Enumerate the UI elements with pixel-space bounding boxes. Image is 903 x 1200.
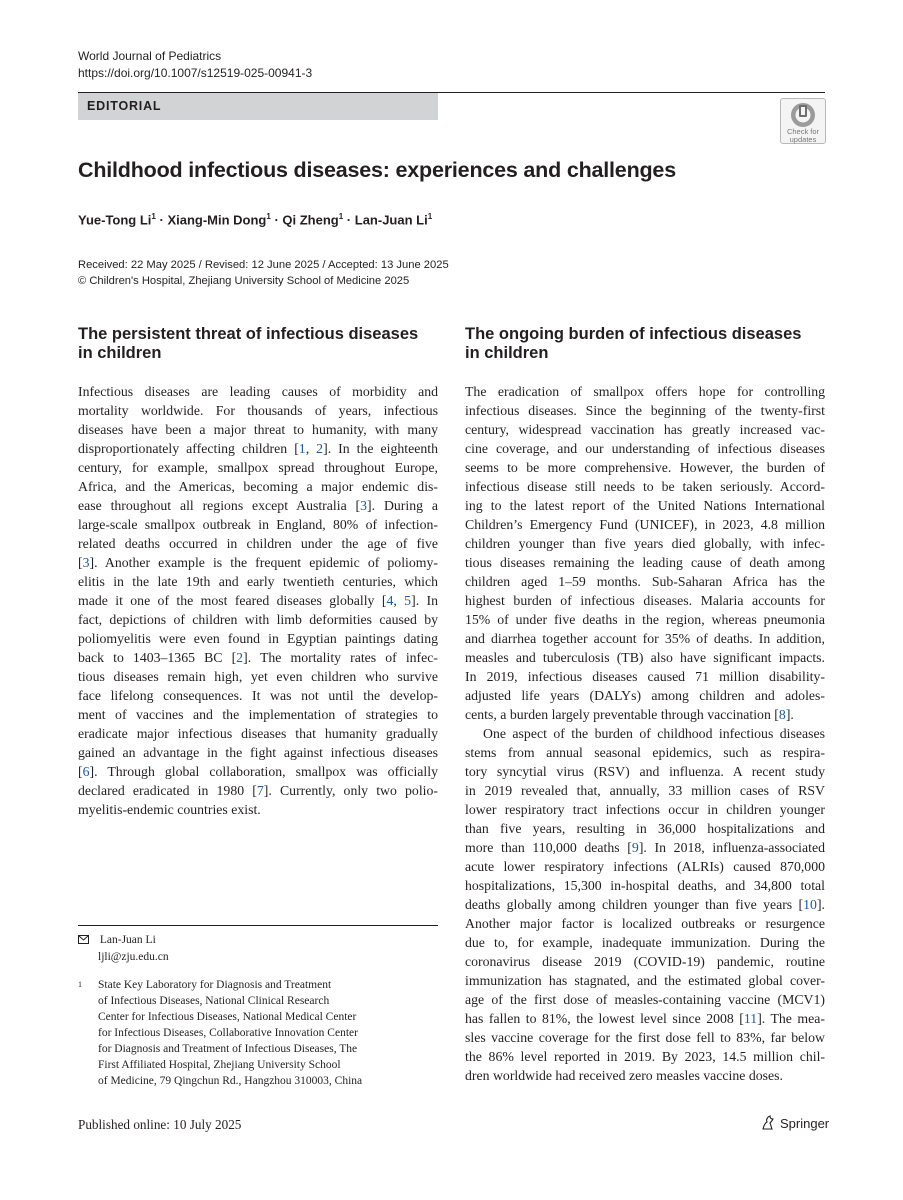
journal-name: World Journal of Pediatrics [78, 49, 222, 63]
article-dates [78, 257, 449, 289]
body-text-line: cents, a burden largely preventable through vaccination [8]. [465, 707, 794, 722]
citation-link[interactable]: 2 [236, 650, 244, 665]
body-text-line: tious diseases remaining the leading cause of death among [465, 555, 825, 570]
citation-link[interactable]: 8 [778, 707, 786, 722]
body-text-line: myelitis-endemic countries exist. [78, 802, 261, 817]
body-text-line: stems from annual seasonal epidemics, such as respira- [465, 745, 825, 760]
check-for-updates-badge[interactable] [780, 98, 826, 144]
author-affiliation-marker[interactable]: 1 [427, 212, 433, 221]
body-text-line: gained an advantage in the fight against infectious diseases [78, 745, 438, 760]
body-text-line: Infectious diseases are leading causes of morbidity and [78, 384, 438, 399]
citation-link[interactable]: 3 [82, 555, 90, 570]
body-text-line: immunization has stagnated, and the estimated global cover- [465, 973, 825, 988]
body-text-line: elitis in the late 19th and early twentieth centuries, which [78, 574, 438, 589]
author-affiliation-marker[interactable]: 1 [266, 212, 271, 221]
affiliation-line: State Key Laboratory for Diagnosis and Treatment [98, 979, 332, 991]
body-text-line: century, widespread vaccination has greatly increased vac- [465, 422, 825, 437]
body-text-line: Children’s Emergency Fund (UNICEF), in 2023, 4.8 million [465, 517, 825, 532]
correspondence [78, 932, 169, 965]
body-text-line: made it one of the most feared diseases globally [4, 5]. In [78, 593, 438, 608]
author-name[interactable]: Yue-Tong Li [78, 212, 152, 228]
body-text-line: tious diseases remain high, yet even children who survive [78, 669, 438, 684]
published-date: Published online: 10 July 2025 [78, 1117, 242, 1132]
body-text-line: One aspect of the burden of childhood infectious diseases [483, 726, 825, 741]
body-text-line: face lifelong consequences. It was not until the develop- [78, 688, 438, 703]
citation-link[interactable]: 9 [631, 840, 639, 855]
body-text-line: sles vaccine coverage for the first dose fell to 83%, far below [465, 1030, 825, 1045]
author-affiliation-marker[interactable]: 1 [338, 212, 344, 221]
body-text-line: related deaths occurred in children under the age of five [78, 536, 438, 551]
author-list [78, 212, 432, 227]
body-text-line: back to 1403–1365 BC [2]. The mortality rates of infec- [78, 650, 438, 665]
body-text-line: large-scale smallpox outbreak in England, 80% of infection- [78, 517, 438, 532]
body-text-line: disproportionately affecting children [1, 2]. In the eighteenth [78, 441, 438, 456]
right-section-heading [465, 325, 825, 363]
affiliation-line: Center for Infectious Diseases, National Medical Center [98, 1011, 357, 1023]
envelope-icon [78, 933, 91, 949]
springer-horse-icon [760, 1115, 776, 1131]
author-separator: · [343, 212, 355, 228]
body-text-line: fact, depictions of children with limb deformities caused by [78, 612, 438, 627]
corresponding-email[interactable]: ljli@zju.edu.cn [98, 951, 169, 963]
body-text-line: cine coverage, and our understanding of infectious diseases [465, 441, 825, 456]
body-text-line: seems to be more comprehensive. However, the burden of [465, 460, 825, 475]
citation-link[interactable]: 11 [743, 1011, 758, 1026]
body-text-line: in 2019 revealed that, annually, 33 million cases of RSV [465, 783, 825, 798]
journal-header [78, 48, 312, 82]
body-text-line: mortality worldwide. For thousands of years, infectious [78, 403, 438, 418]
body-text-line: 15% of under five deaths in the region, whereas pneumonia [465, 612, 825, 627]
body-text-line: age of the first dose of measles-containing vaccine (MCV1) [465, 992, 825, 1007]
citation-link[interactable]: 2 [316, 441, 324, 456]
author-separator: · [155, 212, 168, 228]
check-for-label: Check for [786, 127, 820, 136]
footnote-rule [78, 925, 438, 926]
affiliation-line: for Diagnosis and Treatment of Infectious Diseases, The [98, 1043, 358, 1055]
body-text-line: In 2019, infectious diseases caused 71 million disability- [465, 669, 825, 684]
affiliation [78, 977, 362, 1089]
affiliation-line: of Medicine, 79 Qingchun Rd., Hangzhou 310003, China [98, 1075, 363, 1087]
citation-link[interactable]: 1 [298, 441, 306, 456]
body-text-line: due to, for example, inadequate immunization. During the [465, 935, 825, 950]
right-heading-line: The ongoing burden of infectious diseases [465, 325, 802, 343]
doi-link[interactable]: https://doi.org/10.1007/s12519-025-00941-3 [78, 66, 313, 80]
citation-link[interactable]: 3 [360, 498, 368, 513]
body-text-line: tory syncytial virus (RSV) and influenza. A recent study [465, 764, 825, 779]
citation-link[interactable]: 4 [386, 593, 394, 608]
body-text-line: lower respiratory tract infections occur in children younger [465, 802, 825, 817]
article-type-bar [78, 93, 438, 120]
citation-link[interactable]: 10 [803, 897, 817, 912]
body-text-line: adjusted life years (DALYs) among children and adoles- [465, 688, 825, 703]
affiliation-number: 1 [78, 980, 82, 989]
article-type-label: EDITORIAL [87, 99, 162, 113]
crossmark-icon [790, 102, 816, 128]
body-text-line: than five years, resulting in 36,000 hospitalizations and [465, 821, 825, 836]
right-column-body [465, 382, 825, 1085]
body-text-line: children younger than five years died globally, with infec- [465, 536, 825, 551]
body-text-line: Africa, and the Americas, becoming a major endemic dis- [78, 479, 438, 494]
body-text-line: coronavirus disease 2019 (COVID-19) pandemic, routine [465, 954, 825, 969]
author-name[interactable]: Qi Zheng [282, 212, 339, 228]
citation-link[interactable]: 5 [404, 593, 412, 608]
body-text-line: [3]. Another example is the frequent epidemic of poliomy- [78, 555, 438, 570]
body-text-line: ment of vaccines and the implementation of strategies to [78, 707, 438, 722]
body-text-line: the 86% level reported in 2019. By 2023, 14.5 million chil- [465, 1049, 825, 1064]
body-text-line: measles and tuberculosis (TB) also have significant impacts. [465, 650, 825, 665]
body-text-line: and diarrhea together account for 35% of deaths. In addition, [465, 631, 825, 646]
history-dates: Received: 22 May 2025 / Revised: 12 June 2025 / Accepted: 13 June 2025 [78, 259, 449, 271]
body-text-line: deaths globally among children younger than five years [10]. [465, 897, 825, 912]
updates-label: updates [789, 135, 817, 144]
body-text-line: hospitalizations, 15,300 in-hospital deaths, and 34,800 total [465, 878, 825, 893]
affiliation-line: for Infectious Diseases, Collaborative Innovation Center [98, 1027, 358, 1039]
author-separator: · [270, 212, 283, 228]
article-title: Childhood infectious diseases: experiences and challenges [78, 158, 676, 182]
author-name[interactable]: Xiang-Min Dong [167, 212, 267, 228]
left-heading-line: The persistent threat of infectious diseases [78, 325, 419, 343]
publisher-logo [760, 1115, 829, 1131]
body-text-line: ing to the latest report of the United Nations International [465, 498, 825, 513]
publisher-name: Springer [780, 1116, 830, 1131]
copyright-line: © Children's Hospital, Zhejiang University School of Medicine 2025 [78, 275, 410, 287]
body-text-line: The eradication of smallpox offers hope for controlling [465, 384, 825, 399]
affiliation-line: First Affiliated Hospital, Zhejiang University School [98, 1059, 341, 1071]
left-column-body [78, 382, 438, 819]
body-text-line: acute lower respiratory infections (ALRIs) caused 870,000 [465, 859, 825, 874]
affiliation-text [78, 977, 362, 1089]
body-text-line: more than 110,000 deaths [9]. In 2018, influenza-associated [465, 840, 825, 855]
left-heading-line: in children [78, 344, 162, 362]
body-text-line: ease throughout all regions except Australia [3]. During a [78, 498, 438, 513]
citation-link[interactable]: 7 [256, 783, 264, 798]
body-text-line: highest burden of infectious diseases. Malaria accounts for [465, 593, 825, 608]
body-text-line: dren worldwide had received zero measles vaccine doses. [465, 1068, 783, 1083]
body-text-line: diseases have been a major threat to humanity, with many [78, 422, 438, 437]
body-text-line: has fallen to 81%, the lowest level since 2008 [11]. The mea- [465, 1011, 825, 1026]
author-affiliation-marker[interactable]: 1 [151, 212, 156, 221]
body-text-line: poliomyelitis were even found in Egyptian paintings dating [78, 631, 438, 646]
citation-link[interactable]: 6 [82, 764, 90, 779]
author-name[interactable]: Lan-Juan Li [354, 212, 428, 228]
left-section-heading [78, 325, 438, 363]
body-text-line: century, for example, smallpox spread throughout Europe, [78, 460, 438, 475]
body-text-line: infectious diseases. Since the beginning of the twenty-first [465, 403, 825, 418]
body-text-line: declared eradicated in 1980 [7]. Currently, only two polio- [78, 783, 438, 798]
body-text-line: eradicate major infectious diseases that humanity gradually [78, 726, 438, 741]
body-text-line: infectious disease still needs to be taken seriously. Accord- [465, 479, 825, 494]
body-text-line: [6]. Through global collaboration, smallpox was officially [78, 764, 438, 779]
right-heading-line: in children [465, 344, 549, 362]
affiliation-line: of Infectious Diseases, National Clinical Research [98, 995, 330, 1007]
body-text-line: Another major factor is localized outbreaks or resurgence [465, 916, 825, 931]
corresponding-author: Lan-Juan Li [99, 934, 156, 946]
body-text-line: children aged 1–59 months. Sub-Saharan Africa has the [465, 574, 825, 589]
